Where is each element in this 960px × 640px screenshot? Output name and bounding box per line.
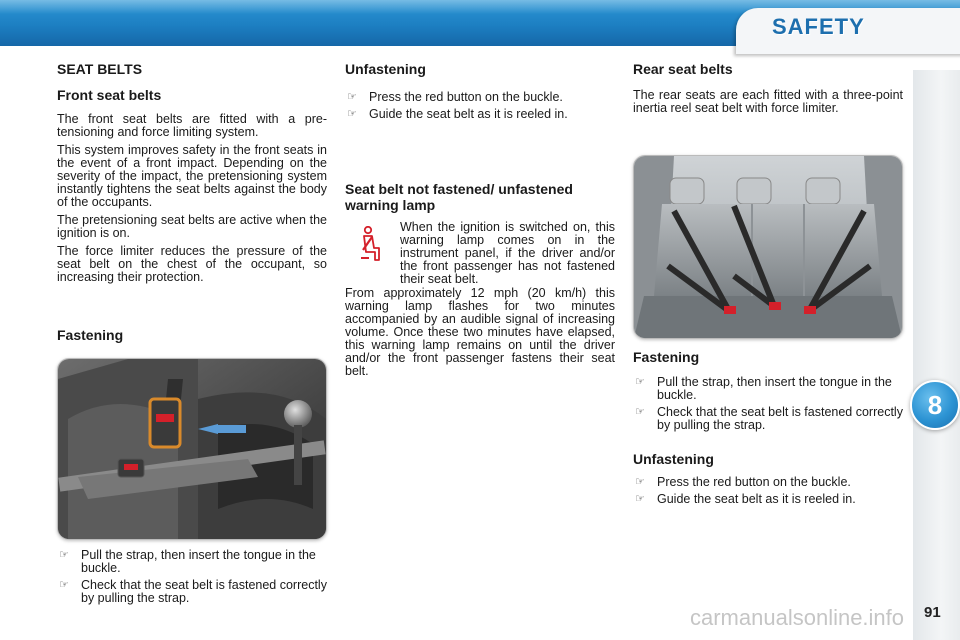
rear-belts-heading: Rear seat belts [633,61,733,77]
list-item: ☞ Check that the seat belt is fastened correctly by pulling the strap. [59,578,327,605]
rear-fastening-heading: Fastening [633,349,700,365]
front-belts-heading: Front seat belts [57,87,162,103]
seatbelt-warning-icon [356,226,386,267]
column-front-belts [57,61,327,284]
hand-pointer-icon: ☞ [347,108,357,120]
warning-lamp-text: When the ignition is switched on, this warning lamp comes on in the instrument panel, if the driver and/or the front passenger has not fastened their seat belt. [400,220,615,286]
list-item: ☞ Pull the strap, then insert the tongue in the buckle. [635,375,892,402]
hand-pointer-icon: ☞ [59,549,69,561]
front-belts-paragraph: This system improves safety in the front seats in the event of a front impact. Depending on the severity of the impact, the pretensioning system instantly tightens the seat belts against the body of the occupants. [57,143,327,209]
front-fastening-heading: Fastening [57,327,124,343]
list-item: ☞ Pull the strap, then insert the tongue in the buckle. [59,548,316,575]
front-buckle-photo [57,358,327,540]
hand-pointer-icon: ☞ [635,406,645,418]
column-unfastening [345,61,615,121]
hand-pointer-icon: ☞ [347,91,357,103]
rear-unfastening-list [633,476,903,506]
rear-seats-photo [633,155,903,339]
front-belts-paragraph: The front seat belts are fitted with a pre-tensioning and force limiting system. [57,112,327,139]
rear-belts-text: The rear seats are each fitted with a three-point inertia reel seat belt with force limiter. [633,88,903,115]
side-strip [913,70,960,640]
page-title: SEAT BELTS [57,61,143,77]
front-belts-paragraph: The pretensioning seat belts are active when the ignition is on. [57,213,327,240]
list-item: ☞ Guide the seat belt as it is reeled in. [347,107,568,121]
hand-pointer-icon: ☞ [635,493,645,505]
column-rear-belts [633,61,903,115]
section-title: SAFETY [772,14,865,39]
list-item: ☞ Check that the seat belt is fastened correctly by pulling the strap. [635,405,903,432]
page-number: 91 [924,604,941,621]
front-fastening-list [57,549,327,605]
unfastening-heading: Unfastening [345,61,426,77]
rear-unfastening-heading: Unfastening [633,451,714,467]
hand-pointer-icon: ☞ [59,579,69,591]
warning-heading: Seat belt not fastened/ unfastened warning lamp [345,181,573,213]
list-item: ☞ Guide the seat belt as it is reeled in. [635,492,856,506]
chapter-badge[interactable]: 8 [910,380,960,430]
rear-fastening-list [633,376,903,432]
list-item: ☞ Press the red button on the buckle. [635,475,851,489]
watermark: carmanualsonline.info [690,605,905,630]
hand-pointer-icon: ☞ [635,376,645,388]
front-belts-paragraph: The force limiter reduces the pressure of the seat belt on the chest of the occupant, so increasing their protection. [57,244,327,284]
warning-paragraph: From approximately 12 mph (20 km/h) this warning lamp flashes for two minutes accompanied by an audible signal of increasing volume. Once these two minutes have elapsed, this warning lamp remains on until the driver and/or the front passenger fastens their seat belt. [345,286,615,378]
list-item: ☞ Press the red button on the buckle. [347,90,563,104]
hand-pointer-icon: ☞ [635,476,645,488]
